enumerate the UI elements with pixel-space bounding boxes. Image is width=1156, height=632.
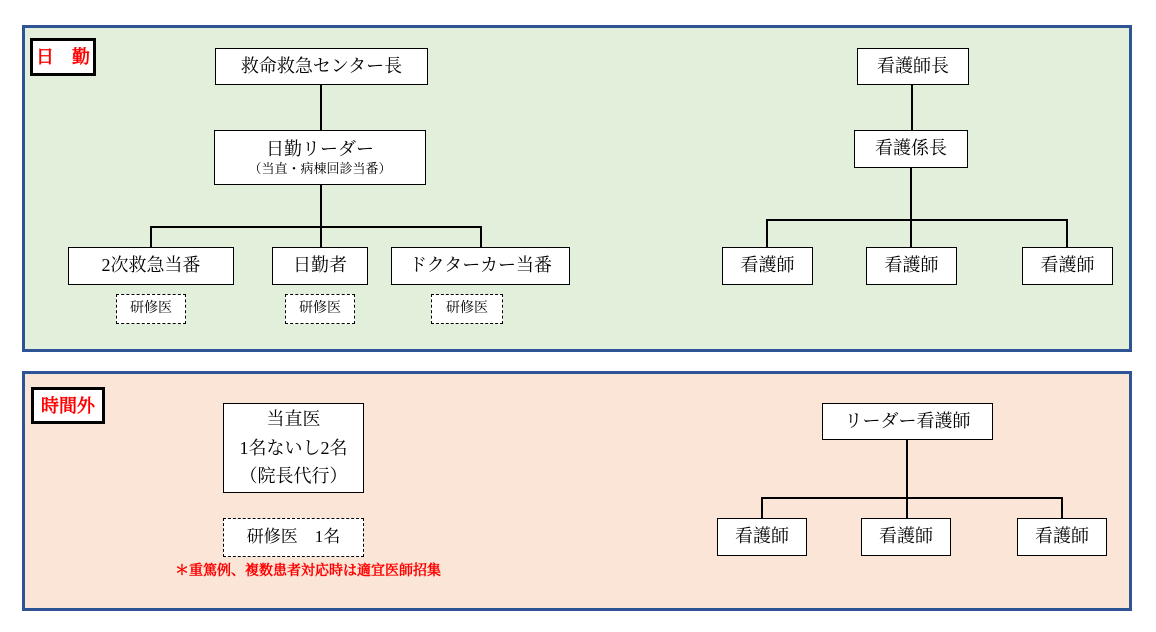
node-trainee-doctor: 研修医 — [285, 294, 355, 324]
day-leader-subtitle: （当直・病棟回診当番） — [248, 160, 392, 176]
node-secondary-emergency-duty: 2次救急当番 — [68, 247, 234, 285]
node-head-nurse: 看護師長 — [857, 48, 969, 85]
node-trainee-doctor: 研修医 — [431, 294, 503, 324]
duty-doctor-line1: 当直医 — [266, 408, 321, 429]
duty-doctor-line2: 1名ないし2名 — [239, 437, 348, 458]
node-nurse: 看護師 — [1017, 518, 1107, 556]
connector-vline — [910, 219, 912, 247]
connector-vline — [910, 168, 912, 220]
duty-doctor-line3: （院長代行） — [239, 466, 348, 487]
node-nurse: 看護師 — [861, 518, 951, 556]
node-trainee-doctor: 研修医 1名 — [223, 518, 364, 557]
connector-hline — [761, 497, 1063, 499]
node-doctor-car-duty: ドクターカー当番 — [391, 247, 570, 285]
connector-vline — [320, 226, 322, 247]
node-leader-nurse: リーダー看護師 — [822, 403, 993, 440]
connector-vline — [906, 497, 908, 518]
node-emergency-center-director: 救命救急センター長 — [215, 48, 428, 85]
node-trainee-doctor: 研修医 — [116, 294, 186, 324]
node-nurse: 看護師 — [866, 247, 957, 285]
connector-hline — [766, 219, 1068, 221]
node-day-leader — [214, 130, 426, 185]
day-leader-title: 日勤リーダー — [266, 138, 374, 159]
node-day-staff: 日勤者 — [272, 247, 368, 285]
connector-hline — [150, 226, 482, 228]
connector-vline — [1066, 219, 1068, 247]
connector-vline — [1061, 497, 1063, 518]
connector-vline — [911, 85, 913, 130]
node-nurse: 看護師 — [1022, 247, 1113, 285]
connector-vline — [766, 219, 768, 247]
node-duty-doctor — [223, 403, 364, 493]
connector-vline — [320, 85, 322, 130]
connector-vline — [320, 185, 322, 227]
node-nurse-chief: 看護係長 — [854, 130, 968, 168]
connector-vline — [480, 226, 482, 247]
connector-vline — [761, 497, 763, 518]
node-nurse: 看護師 — [717, 518, 807, 556]
day-shift-section-label: 日 勤 — [30, 38, 96, 76]
connector-vline — [906, 440, 908, 498]
connector-vline — [150, 226, 152, 247]
node-nurse: 看護師 — [722, 247, 813, 285]
after-hours-section-label: 時間外 — [31, 387, 105, 424]
physician-summon-note: ＊重篤例、複数患者対応時は適宜医師招集 — [175, 562, 441, 578]
